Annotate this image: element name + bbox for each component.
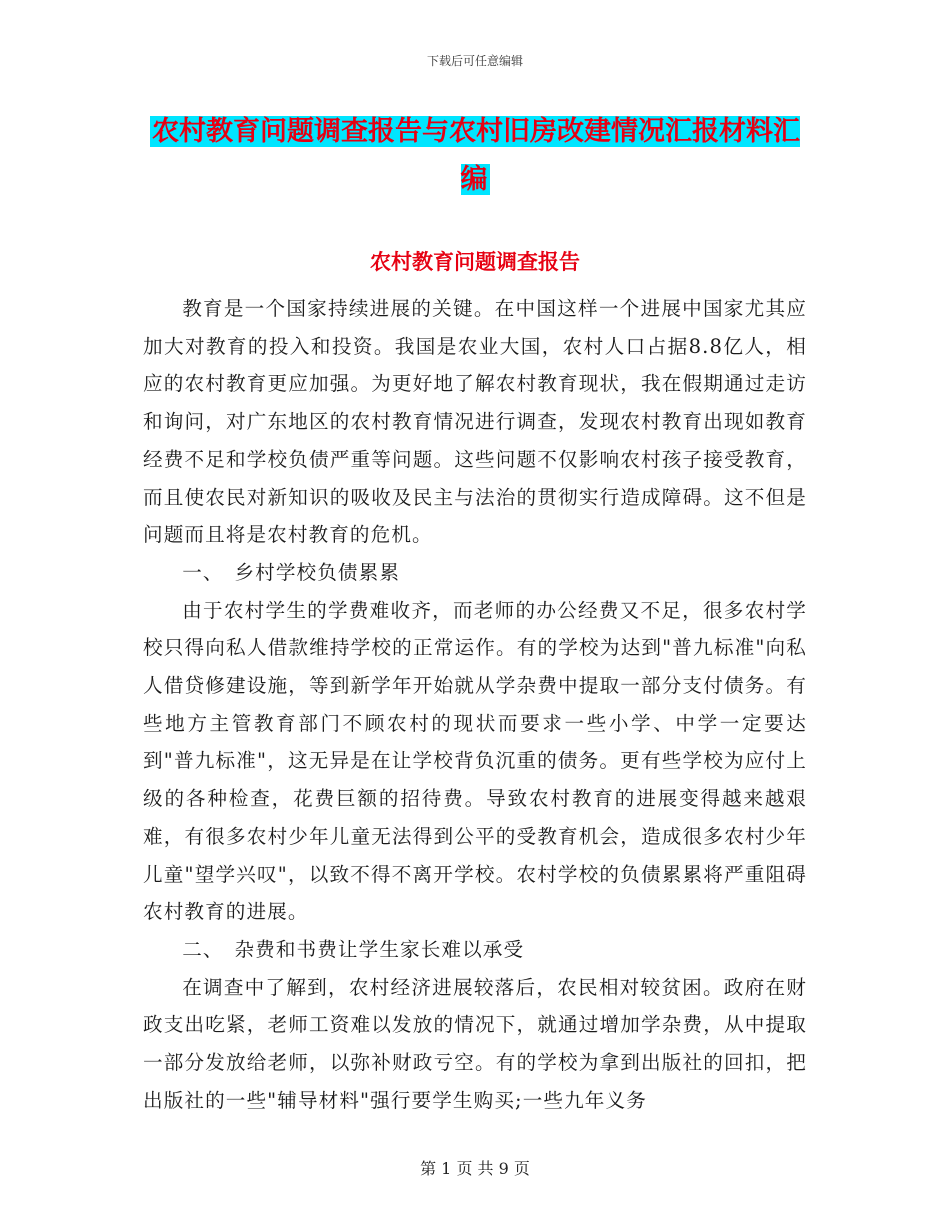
paragraph-intro: 教育是一个国家持续进展的关键。在中国这样一个进展中国家尤其应加大对教育的投入和投资。我国是农业大国，农村人口占据8.8亿人，相应的农村教育更应加强。为更好地了解农村教育现状，我在假期通过走访和询问，对广东地区的农村教育情况进行调查，发现农村教育出现如教育经费不足和学校负债严重等问题。这些问题不仅影响农村孩子接受教育，而且使农民对新知识的吸收及民主与法治的贯彻实行造成障碍。这不但是问题而且将是农村教育的危机。 xyxy=(143,297,807,547)
document-title xyxy=(140,108,810,204)
heading-1: 一、 乡村学校负债累累 xyxy=(182,560,401,584)
section-title: 农村教育问题调查报告 xyxy=(370,250,580,274)
document-body xyxy=(143,290,807,1119)
page-footer: 第 1 页 共 9 页 xyxy=(420,1159,530,1178)
paragraph-2: 在调查中了解到，农村经济进展较落后，农民相对较贫困。政府在财政支出吃紧，老师工资难以发放的情况下，就通过增加学杂费，从中提取一部分发放给老师，以弥补财政亏空。有的学校为拿到出版社的回扣，把出版社的一些"辅导材料"强行要学生购买;一些九年义务 xyxy=(143,975,807,1112)
heading-2: 二、 杂费和书费让学生家长难以承受 xyxy=(182,937,525,961)
document-title-text: 农村教育问题调查报告与农村旧房改建情况汇报材料汇编 xyxy=(152,116,800,195)
paragraph-1: 由于农村学生的学费难收齐，而老师的办公经费又不足，很多农村学校只得向私人借款维持学校的正常运作。有的学校为达到"普九标准"向私人借贷修建设施，等到新学年开始就从学杂费中提取一部分支付债务。有些地方主管教育部门不顾农村的现状而要求一些小学、中学一定要达到"普九标准"，这无异是在让学校背负沉重的债务。更有些学校为应付上级的各种检查，花费巨额的招待费。导致农村教育的进展变得越来越艰难，有很多农村少年儿童无法得到公平的受教育机会，造成很多农村少年儿童"望学兴叹"，以致不得不离开学校。农村学校的负债累累将严重阻碍农村教育的进展。 xyxy=(143,598,807,924)
header-note: 下载后可任意编辑 xyxy=(426,54,523,68)
